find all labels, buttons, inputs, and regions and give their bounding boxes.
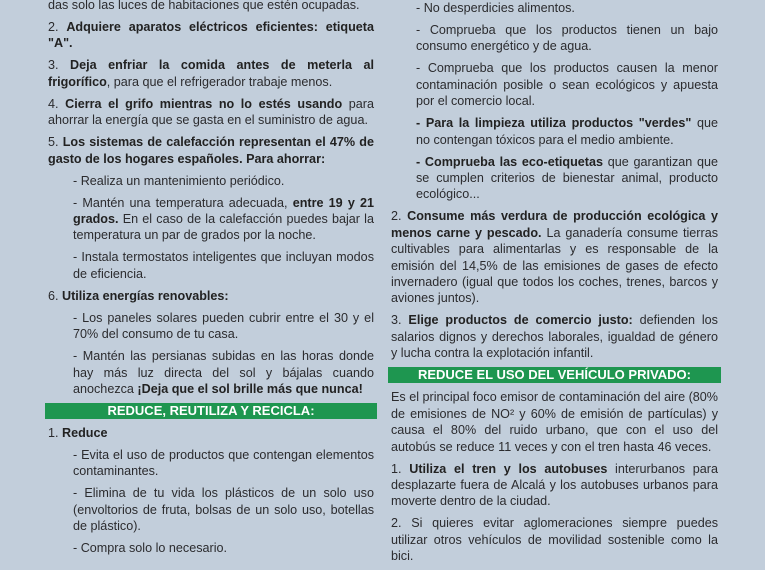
sub-item [416, 0, 718, 16]
text: interurbanos para desplazarte fuera de Alcalá y los autobuses urbanos para moverte dentro de la ciudad. [391, 461, 718, 509]
paragraph [391, 515, 718, 564]
paragraph [391, 312, 718, 361]
bold-text: Cierra el grifo mientras no lo estés usando [65, 96, 343, 111]
text: - Instala termostatos inteligentes que incluyan modos de eficiencia. [73, 250, 374, 281]
bold-text: Los sistemas de calefacción representan el 47% de gasto de los hogares españoles. Para ahorrar: [48, 135, 374, 166]
text: 2. Si quieres evitar aglomeraciones siempre puedes utilizar otros vehículos de movilidad sostenible como la bici. [391, 516, 718, 564]
text: La ganadería consume tierras cultivables para alimentarlas y es responsable de la emisión del 14,5% de las emisiones de gases de efecto invernadero (igual que todos los coches, trenes, barcos y aviones juntos). [391, 225, 718, 306]
right-column [391, 0, 718, 570]
sub-item [73, 540, 374, 556]
text: 6. [48, 288, 63, 303]
sub-item [416, 22, 718, 55]
bold-text: Deja enfriar la comida antes de meterla al frigorífico [48, 58, 374, 89]
right-top-section [391, 0, 718, 362]
text: 2. [391, 209, 408, 224]
left-top-section [48, 0, 374, 397]
text: - Comprueba que los productos causen la menor contaminación posible o sean ecológicos y apuesta por el comercio local. [416, 61, 718, 109]
text: , para que el refrigerador trabaje menos. [106, 74, 333, 89]
bold-text: - Comprueba las eco-etiquetas [416, 154, 604, 169]
sub-item [416, 60, 718, 109]
paragraph [48, 19, 374, 52]
sub-item [73, 195, 374, 244]
text: - Los paneles solares pueden cubrir entre el 30 y el 70% del consumo de tu casa. [73, 310, 374, 342]
paragraph [48, 0, 374, 13]
section-header-reduce-reutiliza-recicla: REDUCE, REUTILIZA Y RECICLA: [45, 403, 377, 419]
text: - Mantén las persianas subidas en las horas donde hay más luz directa del sol y bájalas cuando anochezca [73, 349, 374, 397]
vehiculo-section [391, 389, 718, 564]
paragraph [48, 425, 374, 441]
text: 3. [391, 313, 409, 328]
paragraph [391, 389, 718, 455]
text: das solo las luces de habitaciones que estén ocupadas. [48, 0, 360, 12]
sub-item [73, 447, 374, 480]
sub-item [416, 154, 718, 203]
text: 1. [391, 461, 410, 476]
text: que no contengan tóxicos para el medio ambiente. [416, 116, 718, 147]
sub-item [73, 485, 374, 534]
bold-text: ¡Deja que el sol brille más que nunca! [137, 382, 363, 397]
text: - Realiza un mantenimiento periódico. [73, 173, 285, 188]
bold-text: - Para la limpieza utiliza productos "verdes" [416, 116, 692, 131]
sub-item [73, 173, 374, 189]
paragraph [391, 208, 718, 306]
text: 2. [48, 20, 67, 34]
bold-text: Adquiere aparatos eléctricos eficientes: etiqueta "A". [48, 20, 374, 51]
text: - Elimina de tu vida los plásticos de un solo uso (envoltorios de fruta, bolsas de un solo uso, botellas de plástico). [73, 486, 374, 534]
paragraph [391, 461, 718, 510]
paragraph [48, 57, 374, 90]
bold-text: Reduce [62, 426, 108, 441]
paragraph [48, 288, 374, 304]
bold-text: Elige productos de comercio justo: [408, 313, 633, 328]
text: que garantizan que se cumplen criterios de bienestar animal, producto ecológico... [416, 154, 718, 202]
text: - Compra solo lo necesario. [73, 541, 227, 556]
text: 4. [48, 96, 66, 111]
bold-text: Consume más verdura de producción ecológica y menos carne y pescado. [391, 209, 718, 240]
paragraph [48, 134, 374, 167]
text: - Evita el uso de productos que contengan elementos contaminantes. [73, 448, 374, 479]
sub-item [73, 348, 374, 397]
text: Es el principal foco emisor de contaminación del aire (80% de emisiones de NO² y 60% de emisión de partículas) y causa el 80% del ruido urbano, que con el uso del autobús se reduce 11 veces y con el tren hasta 46 veces. [391, 390, 718, 454]
text: 1. [48, 426, 63, 441]
text: - Comprueba que los productos tienen un bajo consumo energético y de agua. [416, 23, 718, 54]
sub-item [73, 249, 374, 282]
section-header-vehiculo-privado: REDUCE EL USO DEL VEHÍCULO PRIVADO: [388, 367, 721, 383]
paragraph [48, 96, 374, 129]
bold-text: Utiliza el tren y los autobuses [409, 461, 608, 476]
text: para ahorrar la energía que se gasta en el suministro de agua. [48, 96, 374, 128]
left-column [48, 0, 374, 562]
sub-item [416, 115, 718, 148]
text: - No desperdicies alimentos. [416, 1, 575, 15]
text: 3. [48, 58, 71, 73]
sub-item [73, 310, 374, 343]
text: En el caso de la calefacción puedes bajar la temperatura un par de grados por la noche. [73, 212, 374, 243]
text: - Mantén una temperatura adecuada, [73, 195, 293, 210]
bold-text: Utiliza energías renovables: [62, 288, 229, 303]
bold-text: entre 19 y 21 grados. [73, 195, 374, 227]
reduce-section [48, 425, 374, 557]
text: defienden los salarios dignos y derechos laborales, igualdad de género y lucha contra la explotación infantil. [391, 313, 718, 361]
text: 5. [48, 135, 63, 150]
